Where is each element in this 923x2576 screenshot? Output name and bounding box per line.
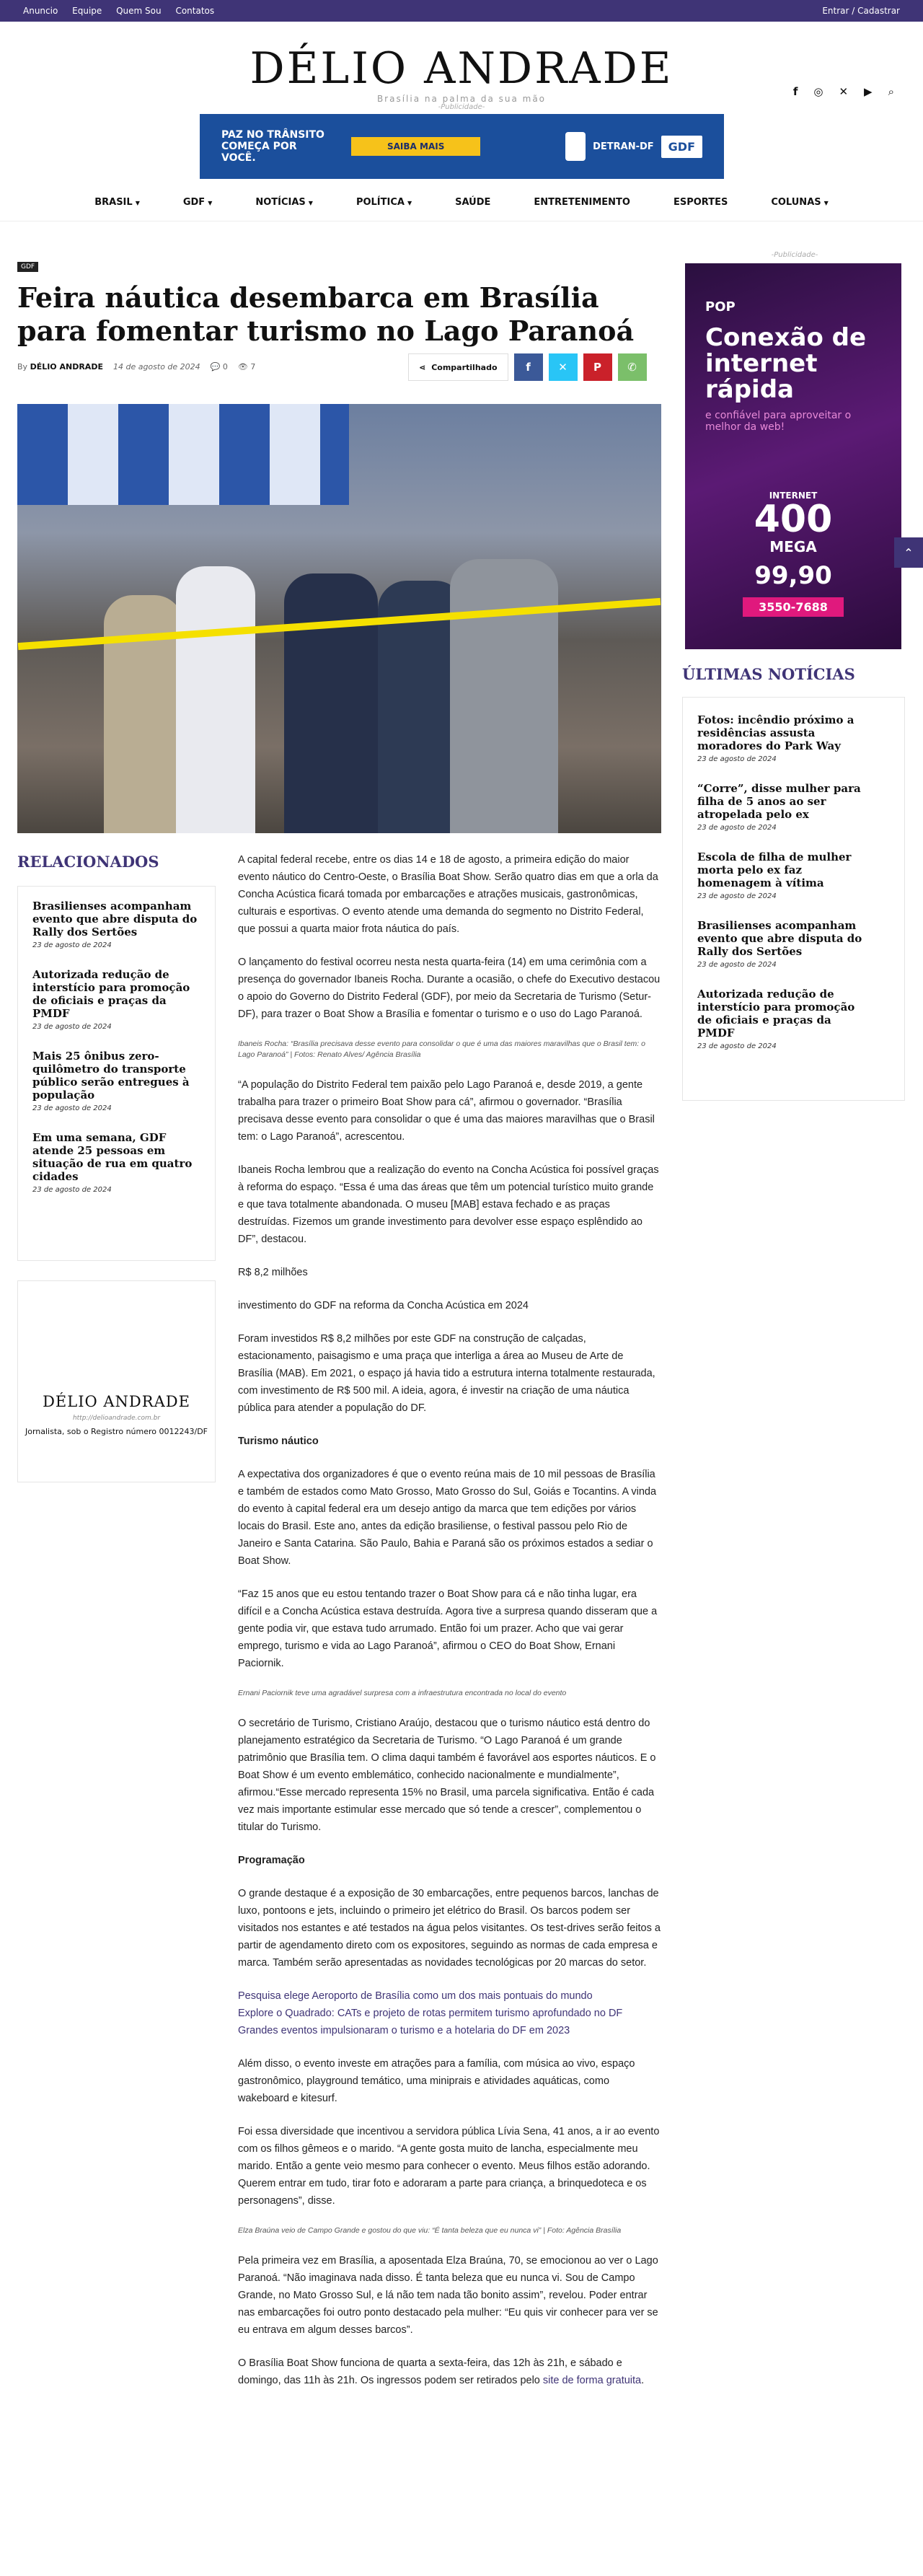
ad-subline: e confiável para aproveitar o melhor da web! [705, 410, 852, 433]
article-main-photo [17, 404, 661, 833]
share-whatsapp-button[interactable] [618, 353, 647, 381]
article-date: 14 de agosto de 2024 [112, 362, 200, 372]
related-links [238, 1987, 661, 2039]
top-links [23, 6, 226, 16]
paragraph: Pela primeira vez em Brasília, a aposentada Elza Braúna, 70, se emocionou ao ver o Lago Paranoá. “Não imaginava nada disso. É tanta beleza que eu nunca vi. Sou de Campo Grande, no Mato Grosso Sul, e lá não tem nada tão bonito assim”, revelou. Poder entrar nas embarcações foi outro ponto destacado pela mulher: “Eu quis vir conhecer para ver se eu entrava em algum desses barcos”. [238, 2255, 658, 2336]
youtube-icon[interactable]: ▶ [864, 85, 873, 98]
related-list [17, 886, 216, 1261]
facebook-icon: f [526, 361, 531, 374]
related-item-title[interactable]: Autorizada redução de interstício para promoção de oficiais e praças da PMDF [32, 968, 190, 1020]
related-item-date: 23 de agosto de 2024 [32, 1023, 112, 1031]
view-count: 7 [250, 362, 256, 372]
eye-icon: 👁 [237, 362, 248, 372]
scroll-to-top-button[interactable] [894, 537, 923, 568]
photo-person [450, 559, 558, 833]
paragraph: Foram investidos R$ 8,2 milhões por este GDF na construção de calçadas, estacionamento, paisagismo e uma praça que interliga a área ao Museu de Arte de Brasília (MAB). Em 2021, o espaço já havia tido a estrutura interna totalmente restaurada, com investimento de R$ 500 mil. A ideia, agora, é investir na criação de uma náutica pública para atender a população do DF. [238, 1333, 655, 1414]
photo-person [284, 573, 378, 833]
facebook-icon[interactable]: f [792, 85, 798, 98]
ad-plan-label: INTERNET [769, 491, 818, 501]
photo-person [104, 595, 183, 833]
paragraph: “Faz 15 anos que eu estou tentando trazer o Boat Show para cá e não tinha lugar, era difícil e a Concha Acústica estava destruída. Agora tive a surpresa quando disseram que a gente podia vir, que estava tudo arrumado. Então foi um prazer. Acho que vai gerar emprego, turismo e vida ao Lago Paranoá”, afirmou o CEO do Boat Show, Ernani Paciornik. [238, 1588, 658, 1669]
latest-item-title[interactable]: Fotos: incêndio próximo a residências assusta moradores do Park Way [697, 713, 854, 752]
chevron-down-icon: ▼ [823, 200, 829, 206]
ad-label: -Publicidade- [771, 251, 818, 259]
nav-item-saude[interactable]: SAÚDE [455, 197, 491, 208]
main-nav [0, 184, 923, 221]
related-item[interactable] [32, 1050, 200, 1112]
author-box-name[interactable]: DÉLIO ANDRADE [43, 1393, 190, 1410]
share-label: Compartilhado [431, 362, 498, 372]
related-item-date: 23 de agosto de 2024 [32, 1186, 112, 1194]
category-badge[interactable]: GDF [17, 262, 38, 272]
banner-line-2: COMEÇA POR VOCÊ. [221, 141, 297, 164]
latest-item-date: 23 de agosto de 2024 [697, 755, 777, 763]
share-pinterest-button[interactable] [583, 353, 612, 381]
paragraph: “A população do Distrito Federal tem paixão pelo Lago Paranoá e, desde 2019, a gente trabalha para trazer o primeiro Boat Show para cá”, afirmou o governador. “Brasília precisava desse evento para consolidar o que é uma das maiores maravilhas que o Brasil tem: o Lago Paranoá”, acrescentou. [238, 1079, 655, 1143]
article-title: Feira náutica desembarca em Brasília para fomentar turismo no Lago Paranoá [17, 281, 635, 347]
latest-item-date: 23 de agosto de 2024 [697, 892, 777, 900]
paragraph: investimento do GDF na reforma da Concha Acústica em 2024 [238, 1300, 529, 1311]
photo-person [176, 566, 255, 833]
paragraph: A capital federal recebe, entre os dias 14 e 18 de agosto, a primeira edição do maior evento náutico do Centro-Oeste, o Brasília Boat Show. Serão quatro dias em que a orla da Concha Acústica ficará tomada por embarcações e atrações musicais, gastronômicas, culturais e esportivas. O evento atende uma demanda do segmento no Distrito Federal, que possui a quarta maior frota náutica do país. [238, 854, 658, 935]
inline-link[interactable]: Pesquisa elege Aeroporto de Brasília como um dos mais pontuais do mundo [238, 1990, 593, 2002]
banner-slogan [221, 129, 330, 164]
related-heading: RELACIONADOS [17, 853, 159, 871]
share-bar [408, 353, 647, 381]
banner-logos [565, 132, 702, 161]
banner-org: DETRAN-DF [593, 141, 654, 152]
article-body [238, 851, 661, 2405]
related-item-title[interactable]: Mais 25 ônibus zero-quilômetro do transporte público serão entregues à população [32, 1050, 190, 1102]
nav-item-noticias[interactable]: NOTÍCIAS ▼ [255, 197, 313, 208]
inline-link[interactable]: Explore o Quadrado: CATs e projeto de rotas permitem turismo aprofundado no DF [238, 2008, 623, 2019]
login-link[interactable]: Entrar / Cadastrar [822, 6, 900, 16]
x-icon[interactable]: ✕ [839, 85, 849, 98]
author-link[interactable]: DÉLIO ANDRADE [30, 362, 103, 372]
top-link-quem-sou[interactable]: Quem Sou [116, 6, 162, 16]
paragraph: O grande destaque é a exposição de 30 embarcações, entre pequenos barcos, lanchas de luxo, pontoons e jets, incluindo o primeiro jet elétrico do Brasil. Os barcos podem ser visitados nos estantes e até testados na água pelos visitantes. Os test-drives serão feitos a partir de agendamento direto com os expositores, seguindo as normas de cada empresa e marca. Também serão apresentadas as novidades tecnológicas por 20 marcas do setor. [238, 1888, 661, 1969]
ad-phone: 3550-7688 [743, 597, 844, 617]
latest-item[interactable] [697, 782, 890, 832]
banner-line-1: PAZ NO TRÂNSITO [221, 129, 324, 141]
paragraph: O lançamento do festival ocorreu nesta nesta quarta-feira (14) em uma cerimônia com a presença do governador Ibaneis Rocha. Durante a ocasião, o chefe do Executivo destacou o apoio do Governo do Distrito Federal (GDF), por meio da Secretaria de Turismo (Setur-DF), para trazer o Boat Show a Brasília e fomentar o turismo e o uso do Lago Paranoá. [238, 957, 661, 1020]
share-facebook-button[interactable] [514, 353, 543, 381]
inline-link[interactable]: Grandes eventos impulsionaram o turismo e a hotelaria do DF em 2023 [238, 2025, 570, 2036]
gdf-logo: GDF [661, 136, 702, 158]
ad-plan-speed: 400 [754, 498, 833, 541]
photo-caption: Ernani Paciornik teve uma agradável surpresa com a infraestrutura encontrada no local do evento [238, 1689, 567, 1697]
related-item[interactable] [32, 1131, 200, 1194]
chevron-down-icon: ▼ [308, 200, 313, 206]
related-item[interactable] [32, 900, 200, 949]
top-link-equipe[interactable]: Equipe [72, 6, 102, 16]
site-logo[interactable]: DÉLIO ANDRADE [249, 43, 674, 94]
nav-item-politica[interactable]: POLÍTICA ▼ [355, 197, 412, 208]
nav-item-gdf[interactable]: GDF ▼ [182, 197, 213, 208]
sidebar-ad[interactable] [685, 263, 901, 649]
related-item-title[interactable]: Brasilienses acompanham evento que abre disputa do Rally dos Sertões [32, 900, 198, 938]
header-banner-ad[interactable] [200, 114, 724, 179]
latest-item-date: 23 de agosto de 2024 [697, 824, 777, 832]
author-box-bio: Jornalista, sob o Registro número 0012243/DF [25, 1427, 208, 1436]
photo-backdrop [17, 404, 349, 505]
chevron-down-icon: ▼ [135, 200, 140, 206]
related-item-date: 23 de agosto de 2024 [32, 941, 112, 949]
photo-caption: Elza Braúna veio de Campo Grande e gostou do que viu: “É tanta beleza que eu nunca vi” | Foto: Agência Brasília [238, 2226, 622, 2235]
ticket-link[interactable]: site de forma gratuita [542, 2375, 642, 2386]
share-icon: ⋖ [419, 362, 426, 372]
author-box [17, 1280, 216, 1482]
share-button[interactable] [408, 353, 508, 381]
ad-brand: POP [705, 299, 736, 315]
chevron-up-icon: ⌃ [904, 545, 914, 560]
paragraph-text: O Brasília Boat Show funciona de quarta a sexta-feira, das 12h às 21h, e sábado e domingo, das 11h às 21h. Os ingressos podem ser retirados pelo [238, 2357, 622, 2386]
top-link-anuncio[interactable]: Anuncio [23, 6, 58, 16]
chevron-down-icon: ▼ [407, 200, 412, 206]
ad-price: 99,90 [754, 561, 832, 590]
ad-headline: Conexão de internet rápida [705, 323, 867, 404]
photo-caption: Ibaneis Rocha: “Brasília precisava desse evento para consolidar o que é uma das maiores maravilhas que o Brasil tem: o Lago Paranoá” | Fotos: Renato Alves/ Agência Brasília [238, 1039, 645, 1059]
latest-item[interactable] [697, 988, 890, 1050]
top-link-contatos[interactable]: Contatos [175, 6, 215, 16]
related-item-title[interactable]: Em uma semana, GDF atende 25 pessoas em situação de rua em quatro cidades [32, 1131, 193, 1183]
latest-item-title[interactable]: Brasilienses acompanham evento que abre disputa do Rally dos Sertões [697, 919, 862, 958]
ad-label: -Publicidade- [438, 103, 485, 111]
section-heading: Turismo náutico [238, 1436, 319, 1447]
paragraph: A expectativa dos organizadores é que o evento reúna mais de 10 mil pessoas de Brasília e também de estados como Mato Grosso, Mato Grosso do Sul, Goiás e Tocantins. A vinda do evento à capital federal era um desejo antigo da marca que tem edições por vários locais do Brasil. Este ano, antes da edição brasiliense, o festival passou pelo Rio de Janeiro e Santa Catarina. São Paulo, Bahia e Paraná são os próximos estados a sediar o Boat Show. [238, 1469, 657, 1567]
latest-item[interactable] [697, 919, 890, 969]
related-item-date: 23 de agosto de 2024 [32, 1104, 112, 1112]
latest-item-title[interactable]: Escola de filha de mulher morta pelo ex faz homenagem à vítima [697, 850, 852, 889]
banner-saiba-mais-button[interactable]: SAIBA MAIS [351, 137, 480, 156]
instagram-icon[interactable]: ◎ [813, 85, 823, 98]
search-icon[interactable]: ⌕ [888, 85, 894, 98]
section-heading: Programação [238, 1855, 305, 1866]
social-icons [793, 85, 894, 98]
article-meta [17, 362, 255, 372]
paragraph: O secretário de Turismo, Cristiano Araújo, destacou que o turismo náutico está dentro do planejamento estratégico da Secretaria de Turismo. “O Lago Paranoá é um grande patrimônio que Brasília tem. O clima daqui também é favorável aos esportes náuticos. E o Boat Show é um evento emblemático, conhecido nacionalmente e mundialmente”, afirmou.“Esse mercado representa 15% no Brasil, uma parcela significativa. Então é cada vez mais importante estimular esse mercado que só tende a crescer”, complementou o titular do Turismo. [238, 1718, 656, 1833]
latest-heading: ÚLTIMAS NOTÍCIAS [682, 665, 855, 683]
paragraph: R$ 8,2 milhões [238, 1267, 308, 1278]
latest-list [682, 697, 905, 1101]
share-x-button[interactable] [549, 353, 578, 381]
nav-item-colunas[interactable]: COLUNAS ▼ [771, 197, 829, 208]
comment-icon: 💬 [210, 362, 221, 372]
latest-item[interactable] [697, 850, 890, 900]
whatsapp-icon: ✆ [627, 361, 637, 374]
chevron-down-icon: ▼ [208, 200, 213, 206]
comment-count[interactable]: 0 [222, 362, 228, 372]
latest-item-title[interactable]: “Corre”, disse mulher para filha de 5 anos ao ser atropelada pelo ex [697, 782, 861, 821]
detran-seal-icon [565, 132, 586, 161]
nav-item-brasil[interactable]: BRASIL ▼ [94, 197, 140, 208]
ad-plan [705, 491, 881, 555]
by-label: By [17, 362, 28, 372]
nav-item-esportes[interactable]: ESPORTES [673, 197, 728, 208]
paragraph: Ibaneis Rocha lembrou que a realização do evento na Concha Acústica foi possível graças à reforma do espaço. “Essa é uma das áreas que têm um potencial turístico muito grande e que tava totalmente abandonada. O museu [MAB] estava fechado e as praças destruídas. Fizemos um grande investimento para devolver esse espaço esplêndido ao DF”, destacou. [238, 1164, 659, 1245]
paragraph-last [238, 2355, 661, 2389]
nav-item-entretenimento[interactable]: ENTRETENIMENTO [534, 197, 630, 208]
x-icon: ✕ [558, 361, 568, 374]
paragraph: Foi essa diversidade que incentivou a servidora pública Lívia Sena, 41 anos, a ir ao evento com os filhos gêmeos e o marido. “A gente gosta muito de lancha, especialmente meu marido. Então a gente veio mesmo para conhecer o evento. Meus filhos estão adorando. Querem entrar em tudo, tirar foto e adoraram a parte para criança, a brinquedoteca e os personagens”, disse. [238, 2126, 660, 2207]
latest-item-date: 23 de agosto de 2024 [697, 1042, 777, 1050]
author-box-url[interactable]: http://delioandrade.com.br [72, 1415, 161, 1422]
related-item[interactable] [32, 968, 200, 1031]
top-bar [0, 0, 923, 22]
pinterest-icon: P [593, 361, 602, 374]
ad-plan-unit: MEGA [769, 538, 817, 555]
paragraph: Além disso, o evento investe em atrações para a família, com música ao vivo, espaço gastronômico, playground temático, uma miniprais e atividades aquáticas, como wakeboard e kitesurf. [238, 2058, 635, 2104]
paragraph-end: . [641, 2375, 645, 2386]
latest-item-title[interactable]: Autorizada redução de interstício para promoção de oficiais e praças da PMDF [697, 988, 855, 1039]
latest-item[interactable] [697, 713, 890, 763]
latest-item-date: 23 de agosto de 2024 [697, 961, 777, 969]
site-tagline: Brasília na palma da sua mão [376, 94, 547, 104]
